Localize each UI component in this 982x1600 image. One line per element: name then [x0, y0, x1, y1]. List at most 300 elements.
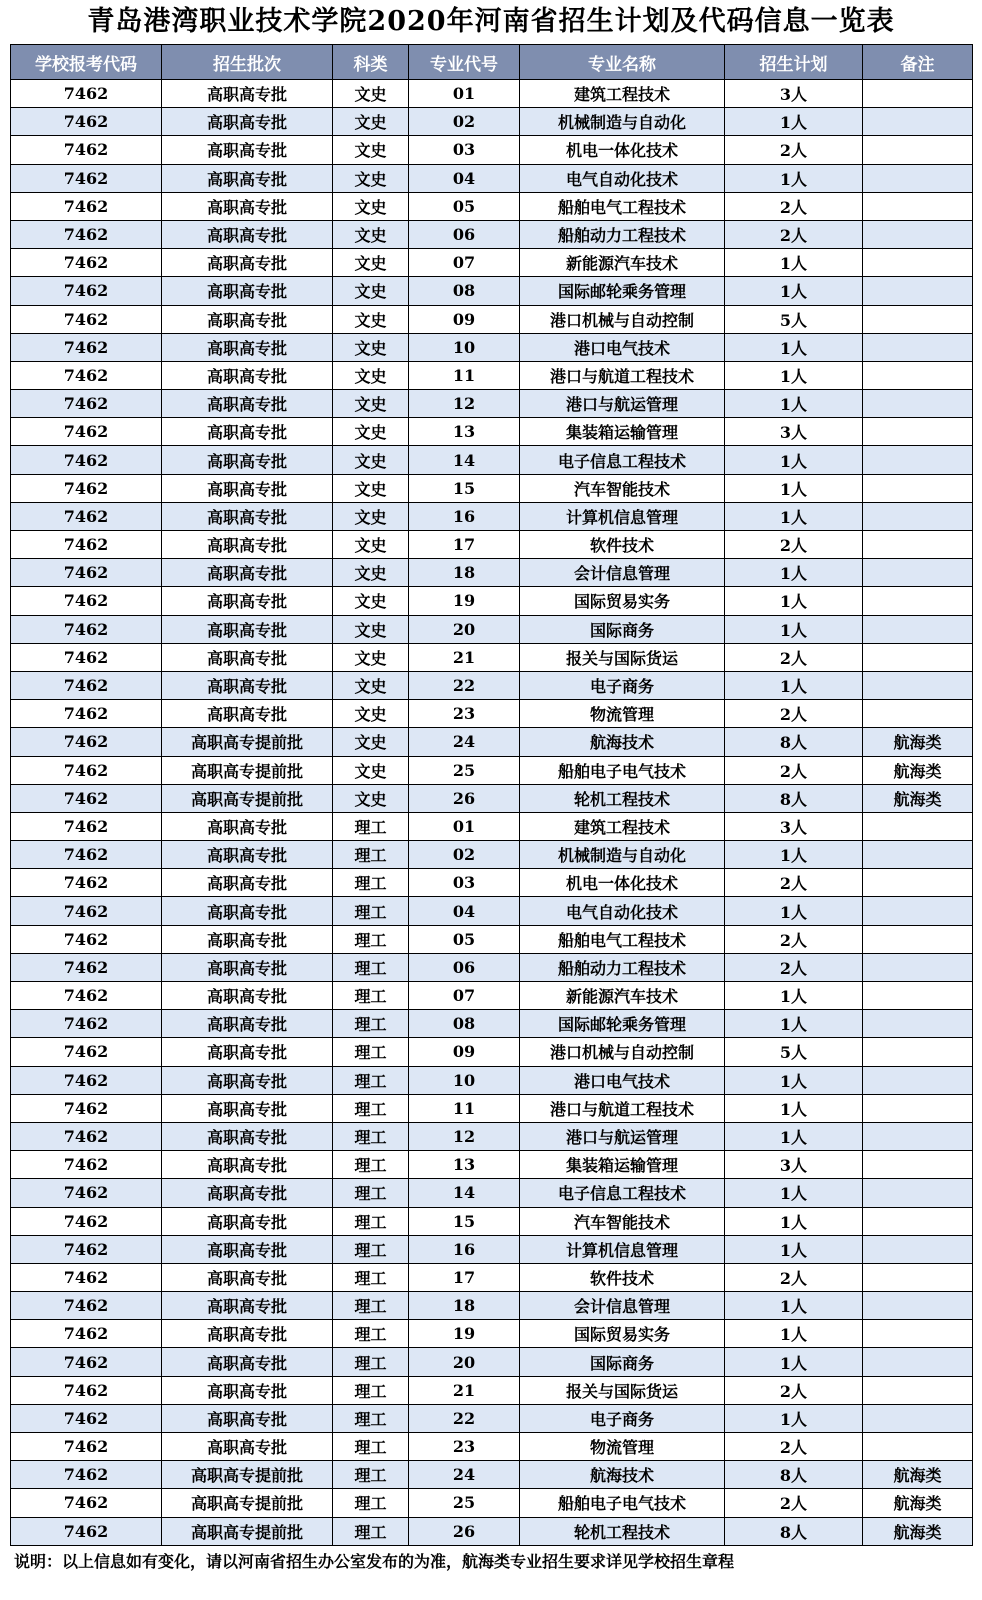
batch-cell: 高职高专批: [162, 587, 333, 615]
major-code-cell: 07: [409, 982, 520, 1010]
major-code-cell: 22: [409, 1404, 520, 1432]
major-code-cell: 26: [409, 1517, 520, 1545]
table-row: [11, 841, 973, 869]
major-code-cell: 24: [409, 728, 520, 756]
header-remarks: 备注: [863, 45, 973, 80]
major-name-cell: 国际邮轮乘务管理: [520, 1010, 725, 1038]
school-code-cell: 7462: [11, 1207, 162, 1235]
category-cell: 理工: [333, 1094, 409, 1122]
major-code-cell: 17: [409, 531, 520, 559]
remarks-cell: [863, 1207, 973, 1235]
major-code-cell: 01: [409, 812, 520, 840]
plan-cell: 1人: [725, 897, 863, 925]
major-name-cell: 电子信息工程技术: [520, 446, 725, 474]
category-cell: 文史: [333, 756, 409, 784]
major-name-cell: 建筑工程技术: [520, 812, 725, 840]
table-row: [11, 1235, 973, 1263]
plan-cell: 3人: [725, 80, 863, 108]
table-row: [11, 333, 973, 361]
category-cell: 理工: [333, 1151, 409, 1179]
batch-cell: 高职高专批: [162, 192, 333, 220]
remarks-cell: [863, 474, 973, 502]
major-code-cell: 20: [409, 1348, 520, 1376]
table-row: [11, 1010, 973, 1038]
major-code-cell: 25: [409, 756, 520, 784]
school-code-cell: 7462: [11, 192, 162, 220]
plan-cell: 5人: [725, 305, 863, 333]
batch-cell: 高职高专批: [162, 1433, 333, 1461]
category-cell: 理工: [333, 1376, 409, 1404]
batch-cell: 高职高专批: [162, 1404, 333, 1432]
remarks-cell: [863, 502, 973, 530]
remarks-cell: [863, 587, 973, 615]
major-code-cell: 18: [409, 559, 520, 587]
remarks-cell: [863, 390, 973, 418]
remarks-cell: [863, 1038, 973, 1066]
major-name-cell: 港口与航运管理: [520, 390, 725, 418]
school-code-cell: 7462: [11, 756, 162, 784]
major-name-cell: 船舶动力工程技术: [520, 220, 725, 248]
school-code-cell: 7462: [11, 615, 162, 643]
category-cell: 文史: [333, 136, 409, 164]
category-cell: 文史: [333, 784, 409, 812]
category-cell: 理工: [333, 1179, 409, 1207]
table-row: [11, 1066, 973, 1094]
major-code-cell: 03: [409, 136, 520, 164]
school-code-cell: 7462: [11, 418, 162, 446]
school-code-cell: 7462: [11, 474, 162, 502]
table-row: [11, 756, 973, 784]
table-header-row: [11, 45, 973, 80]
header-batch: 招生批次: [162, 45, 333, 80]
category-cell: 理工: [333, 1489, 409, 1517]
batch-cell: 高职高专提前批: [162, 1461, 333, 1489]
remarks-cell: [863, 108, 973, 136]
major-code-cell: 05: [409, 192, 520, 220]
category-cell: 文史: [333, 361, 409, 389]
major-code-cell: 03: [409, 869, 520, 897]
plan-cell: 5人: [725, 1038, 863, 1066]
school-code-cell: 7462: [11, 587, 162, 615]
plan-cell: 8人: [725, 1517, 863, 1545]
school-code-cell: 7462: [11, 1433, 162, 1461]
plan-cell: 1人: [725, 559, 863, 587]
category-cell: 理工: [333, 812, 409, 840]
batch-cell: 高职高专批: [162, 559, 333, 587]
category-cell: 文史: [333, 164, 409, 192]
plan-cell: 1人: [725, 333, 863, 361]
table-row: [11, 700, 973, 728]
document-page: [10, 0, 972, 1578]
major-code-cell: 15: [409, 1207, 520, 1235]
category-cell: 文史: [333, 671, 409, 699]
major-name-cell: 港口电气技术: [520, 1066, 725, 1094]
batch-cell: 高职高专批: [162, 1010, 333, 1038]
header-major-code: 专业代号: [409, 45, 520, 80]
remarks-cell: [863, 1263, 973, 1291]
remarks-cell: [863, 925, 973, 953]
remarks-cell: [863, 559, 973, 587]
batch-cell: 高职高专批: [162, 220, 333, 248]
category-cell: 理工: [333, 1235, 409, 1263]
plan-cell: 1人: [725, 841, 863, 869]
remarks-cell: [863, 841, 973, 869]
school-code-cell: 7462: [11, 1066, 162, 1094]
plan-cell: 1人: [725, 1066, 863, 1094]
school-code-cell: 7462: [11, 1517, 162, 1545]
plan-cell: 1人: [725, 502, 863, 530]
major-code-cell: 02: [409, 108, 520, 136]
batch-cell: 高职高专批: [162, 333, 333, 361]
category-cell: 文史: [333, 277, 409, 305]
batch-cell: 高职高专批: [162, 1122, 333, 1150]
plan-cell: 1人: [725, 671, 863, 699]
major-name-cell: 船舶电子电气技术: [520, 1489, 725, 1517]
major-code-cell: 20: [409, 615, 520, 643]
major-code-cell: 04: [409, 164, 520, 192]
major-name-cell: 建筑工程技术: [520, 80, 725, 108]
major-code-cell: 22: [409, 671, 520, 699]
table-row: [11, 1348, 973, 1376]
remarks-cell: 航海类: [863, 1489, 973, 1517]
major-name-cell: 电子商务: [520, 671, 725, 699]
batch-cell: 高职高专提前批: [162, 728, 333, 756]
remarks-cell: [863, 531, 973, 559]
school-code-cell: 7462: [11, 1461, 162, 1489]
major-name-cell: 国际贸易实务: [520, 587, 725, 615]
category-cell: 理工: [333, 1461, 409, 1489]
batch-cell: 高职高专批: [162, 1066, 333, 1094]
major-name-cell: 港口与航道工程技术: [520, 1094, 725, 1122]
category-cell: 理工: [333, 953, 409, 981]
major-code-cell: 23: [409, 1433, 520, 1461]
school-code-cell: 7462: [11, 108, 162, 136]
remarks-cell: [863, 812, 973, 840]
batch-cell: 高职高专批: [162, 812, 333, 840]
remarks-cell: [863, 1320, 973, 1348]
remarks-cell: [863, 1066, 973, 1094]
major-code-cell: 14: [409, 446, 520, 474]
table-row: [11, 108, 973, 136]
major-code-cell: 16: [409, 1235, 520, 1263]
school-code-cell: 7462: [11, 220, 162, 248]
remarks-cell: [863, 1348, 973, 1376]
school-code-cell: 7462: [11, 869, 162, 897]
plan-cell: 2人: [725, 1433, 863, 1461]
major-code-cell: 18: [409, 1292, 520, 1320]
remarks-cell: [863, 249, 973, 277]
batch-cell: 高职高专批: [162, 1348, 333, 1376]
table-row: [11, 1433, 973, 1461]
batch-cell: 高职高专批: [162, 502, 333, 530]
plan-cell: 2人: [725, 136, 863, 164]
plan-cell: 2人: [725, 1489, 863, 1517]
school-code-cell: 7462: [11, 446, 162, 474]
plan-cell: 2人: [725, 925, 863, 953]
batch-cell: 高职高专批: [162, 390, 333, 418]
category-cell: 文史: [333, 249, 409, 277]
category-cell: 理工: [333, 1433, 409, 1461]
remarks-cell: [863, 361, 973, 389]
school-code-cell: 7462: [11, 390, 162, 418]
major-code-cell: 11: [409, 1094, 520, 1122]
batch-cell: 高职高专批: [162, 305, 333, 333]
table-row: [11, 1292, 973, 1320]
batch-cell: 高职高专批: [162, 474, 333, 502]
major-code-cell: 25: [409, 1489, 520, 1517]
table-row: [11, 643, 973, 671]
batch-cell: 高职高专批: [162, 531, 333, 559]
major-name-cell: 电子商务: [520, 1404, 725, 1432]
major-code-cell: 09: [409, 305, 520, 333]
remarks-cell: [863, 305, 973, 333]
batch-cell: 高职高专批: [162, 897, 333, 925]
major-code-cell: 19: [409, 1320, 520, 1348]
major-name-cell: 电子信息工程技术: [520, 1179, 725, 1207]
table-row: [11, 136, 973, 164]
major-name-cell: 报关与国际货运: [520, 643, 725, 671]
plan-cell: 3人: [725, 1151, 863, 1179]
plan-cell: 2人: [725, 643, 863, 671]
table-row: [11, 812, 973, 840]
major-name-cell: 轮机工程技术: [520, 1517, 725, 1545]
table-row: [11, 925, 973, 953]
remarks-cell: [863, 220, 973, 248]
plan-cell: 1人: [725, 108, 863, 136]
batch-cell: 高职高专批: [162, 982, 333, 1010]
plan-cell: 2人: [725, 192, 863, 220]
batch-cell: 高职高专批: [162, 1235, 333, 1263]
batch-cell: 高职高专批: [162, 418, 333, 446]
school-code-cell: 7462: [11, 1151, 162, 1179]
table-row: [11, 1489, 973, 1517]
table-row: [11, 671, 973, 699]
category-cell: 文史: [333, 390, 409, 418]
major-name-cell: 航海技术: [520, 728, 725, 756]
batch-cell: 高职高专提前批: [162, 756, 333, 784]
table-row: [11, 220, 973, 248]
header-school-code: 学校报考代码: [11, 45, 162, 80]
category-cell: 文史: [333, 643, 409, 671]
table-row: [11, 1517, 973, 1545]
category-cell: 文史: [333, 108, 409, 136]
major-name-cell: 集装箱运输管理: [520, 418, 725, 446]
category-cell: 文史: [333, 728, 409, 756]
category-cell: 理工: [333, 1517, 409, 1545]
school-code-cell: 7462: [11, 1489, 162, 1517]
major-code-cell: 17: [409, 1263, 520, 1291]
remarks-cell: [863, 1010, 973, 1038]
table-row: [11, 1179, 973, 1207]
school-code-cell: 7462: [11, 305, 162, 333]
category-cell: 文史: [333, 587, 409, 615]
table-row: [11, 982, 973, 1010]
major-code-cell: 04: [409, 897, 520, 925]
remarks-cell: [863, 1404, 973, 1432]
batch-cell: 高职高专批: [162, 700, 333, 728]
batch-cell: 高职高专批: [162, 277, 333, 305]
table-row: [11, 361, 973, 389]
plan-cell: 1人: [725, 1404, 863, 1432]
category-cell: 理工: [333, 1122, 409, 1150]
batch-cell: 高职高专批: [162, 841, 333, 869]
major-code-cell: 08: [409, 277, 520, 305]
category-cell: 理工: [333, 1292, 409, 1320]
major-name-cell: 报关与国际货运: [520, 1376, 725, 1404]
school-code-cell: 7462: [11, 643, 162, 671]
plan-cell: 8人: [725, 1461, 863, 1489]
footnote: 说明：以上信息如有变化，请以河南省招生办公室发布的为准，航海类专业招生要求详见学校招生章程: [14, 1551, 735, 1571]
batch-cell: 高职高专批: [162, 446, 333, 474]
plan-cell: 1人: [725, 474, 863, 502]
category-cell: 文史: [333, 615, 409, 643]
school-code-cell: 7462: [11, 1094, 162, 1122]
batch-cell: 高职高专批: [162, 1292, 333, 1320]
major-name-cell: 软件技术: [520, 1263, 725, 1291]
school-code-cell: 7462: [11, 502, 162, 530]
major-code-cell: 06: [409, 953, 520, 981]
batch-cell: 高职高专批: [162, 615, 333, 643]
table-row: [11, 1151, 973, 1179]
school-code-cell: 7462: [11, 728, 162, 756]
school-code-cell: 7462: [11, 1320, 162, 1348]
header-category: 科类: [333, 45, 409, 80]
plan-cell: 2人: [725, 869, 863, 897]
category-cell: 理工: [333, 869, 409, 897]
table-row: [11, 1376, 973, 1404]
plan-cell: 1人: [725, 1207, 863, 1235]
remarks-cell: [863, 192, 973, 220]
header-plan: 招生计划: [725, 45, 863, 80]
batch-cell: 高职高专批: [162, 1151, 333, 1179]
remarks-cell: [863, 1179, 973, 1207]
table-row: [11, 1263, 973, 1291]
table-row: [11, 728, 973, 756]
plan-cell: 2人: [725, 700, 863, 728]
category-cell: 文史: [333, 446, 409, 474]
category-cell: 文史: [333, 502, 409, 530]
major-code-cell: 13: [409, 1151, 520, 1179]
remarks-cell: [863, 615, 973, 643]
plan-cell: 1人: [725, 982, 863, 1010]
batch-cell: 高职高专批: [162, 1094, 333, 1122]
batch-cell: 高职高专批: [162, 361, 333, 389]
school-code-cell: 7462: [11, 1179, 162, 1207]
batch-cell: 高职高专批: [162, 953, 333, 981]
school-code-cell: 7462: [11, 361, 162, 389]
table-row: [11, 1038, 973, 1066]
table-row: [11, 446, 973, 474]
school-code-cell: 7462: [11, 982, 162, 1010]
batch-cell: 高职高专提前批: [162, 784, 333, 812]
major-code-cell: 06: [409, 220, 520, 248]
major-code-cell: 14: [409, 1179, 520, 1207]
remarks-cell: 航海类: [863, 784, 973, 812]
school-code-cell: 7462: [11, 559, 162, 587]
major-code-cell: 07: [409, 249, 520, 277]
table-row: [11, 869, 973, 897]
batch-cell: 高职高专提前批: [162, 1517, 333, 1545]
plan-cell: 2人: [725, 220, 863, 248]
table-row: [11, 587, 973, 615]
major-code-cell: 13: [409, 418, 520, 446]
table-row: [11, 953, 973, 981]
plan-cell: 1人: [725, 446, 863, 474]
major-code-cell: 10: [409, 1066, 520, 1094]
batch-cell: 高职高专批: [162, 1207, 333, 1235]
remarks-cell: [863, 953, 973, 981]
remarks-cell: [863, 897, 973, 925]
school-code-cell: 7462: [11, 1122, 162, 1150]
major-name-cell: 港口电气技术: [520, 333, 725, 361]
major-name-cell: 国际商务: [520, 1348, 725, 1376]
school-code-cell: 7462: [11, 1263, 162, 1291]
batch-cell: 高职高专批: [162, 869, 333, 897]
major-name-cell: 电气自动化技术: [520, 897, 725, 925]
major-code-cell: 09: [409, 1038, 520, 1066]
major-name-cell: 汽车智能技术: [520, 474, 725, 502]
plan-cell: 8人: [725, 728, 863, 756]
school-code-cell: 7462: [11, 1292, 162, 1320]
batch-cell: 高职高专批: [162, 643, 333, 671]
plan-cell: 1人: [725, 1094, 863, 1122]
school-code-cell: 7462: [11, 249, 162, 277]
category-cell: 理工: [333, 1207, 409, 1235]
major-name-cell: 物流管理: [520, 1433, 725, 1461]
category-cell: 文史: [333, 333, 409, 361]
major-name-cell: 港口机械与自动控制: [520, 1038, 725, 1066]
major-code-cell: 21: [409, 1376, 520, 1404]
table-row: [11, 164, 973, 192]
table-row: [11, 1207, 973, 1235]
table-row: [11, 1404, 973, 1432]
category-cell: 理工: [333, 1320, 409, 1348]
plan-cell: 1人: [725, 1179, 863, 1207]
school-code-cell: 7462: [11, 1404, 162, 1432]
school-code-cell: 7462: [11, 1038, 162, 1066]
plan-cell: 2人: [725, 756, 863, 784]
plan-cell: 3人: [725, 812, 863, 840]
plan-cell: 1人: [725, 1122, 863, 1150]
remarks-cell: [863, 869, 973, 897]
batch-cell: 高职高专批: [162, 108, 333, 136]
plan-cell: 1人: [725, 249, 863, 277]
header-major-name: 专业名称: [520, 45, 725, 80]
table-row: [11, 1094, 973, 1122]
school-code-cell: 7462: [11, 333, 162, 361]
table-row: [11, 531, 973, 559]
category-cell: 文史: [333, 80, 409, 108]
batch-cell: 高职高专批: [162, 1263, 333, 1291]
remarks-cell: 航海类: [863, 1461, 973, 1489]
school-code-cell: 7462: [11, 164, 162, 192]
major-name-cell: 机械制造与自动化: [520, 841, 725, 869]
remarks-cell: [863, 164, 973, 192]
major-code-cell: 21: [409, 643, 520, 671]
category-cell: 文史: [333, 559, 409, 587]
plan-cell: 1人: [725, 615, 863, 643]
major-code-cell: 10: [409, 333, 520, 361]
school-code-cell: 7462: [11, 277, 162, 305]
table-body: [11, 80, 973, 1546]
remarks-cell: [863, 1433, 973, 1461]
remarks-cell: [863, 277, 973, 305]
school-code-cell: 7462: [11, 1010, 162, 1038]
plan-cell: 1人: [725, 390, 863, 418]
major-name-cell: 汽车智能技术: [520, 1207, 725, 1235]
plan-cell: 1人: [725, 361, 863, 389]
school-code-cell: 7462: [11, 671, 162, 699]
